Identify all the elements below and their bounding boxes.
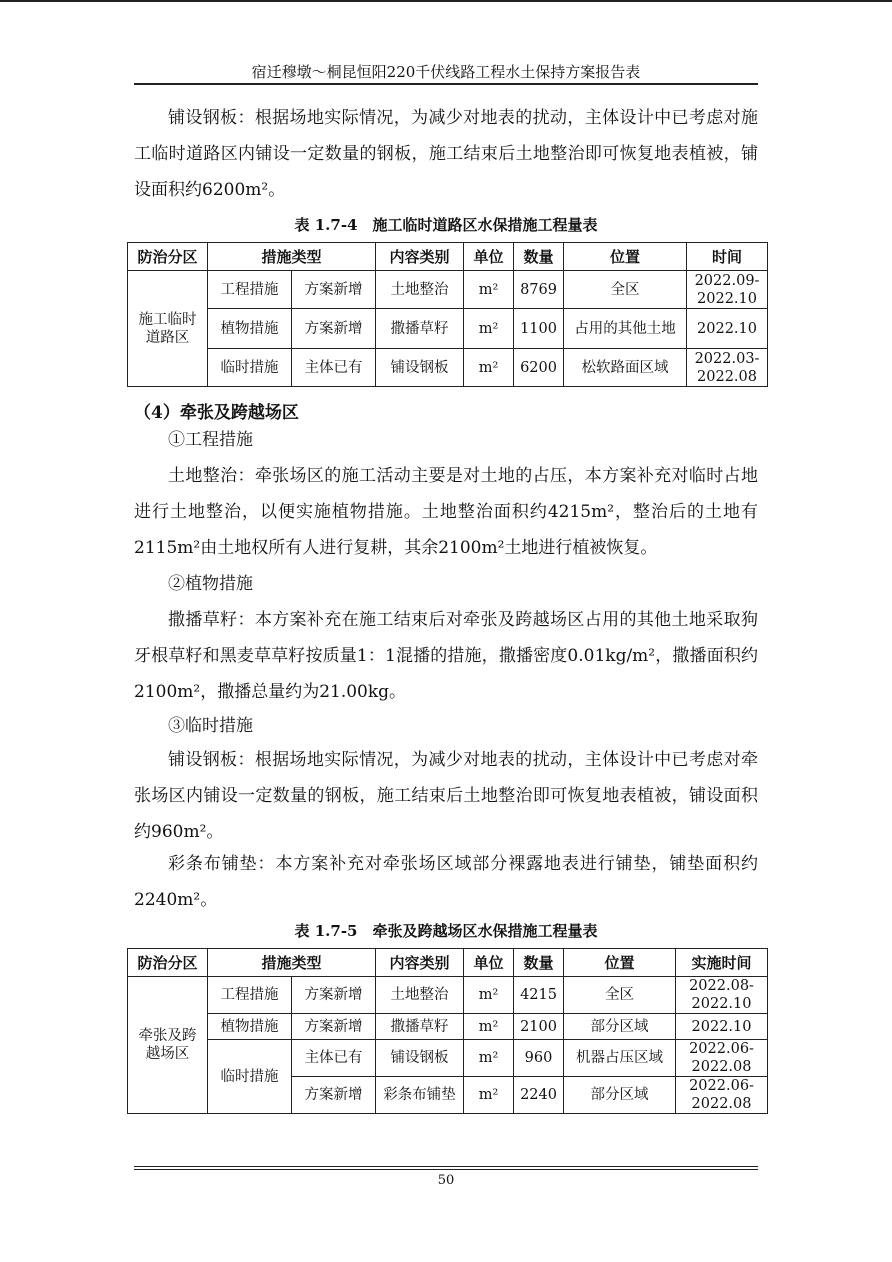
subheading-vegetation: ②植物措施	[168, 574, 253, 594]
table-cell: 部分区域	[564, 1014, 676, 1040]
table-cell: 方案新增	[292, 977, 376, 1014]
table1-header-cell: 内容类别	[376, 243, 464, 271]
table-row	[128, 309, 768, 349]
table1-header-cell: 措施类型	[208, 243, 376, 271]
table1	[127, 242, 768, 387]
table2-header-cell: 单位	[464, 949, 514, 977]
table-cell: 临时措施	[208, 1040, 292, 1114]
paragraph-steel-plate-road: 铺设钢板：根据场地实际情况，为减少对地表的扰动，主体设计中已考虑对施工临时道路区内铺设一定数量的钢板，施工结束后土地整治即可恢复地表植被，铺设面积约6200m²。	[134, 108, 758, 200]
table-cell: 方案新增	[292, 1014, 376, 1040]
top-border	[0, 0, 892, 2]
table-cell: m²	[464, 1077, 514, 1114]
table-cell: 植物措施	[208, 1014, 292, 1040]
table1-zone-cell: 施工临时道路区	[128, 271, 208, 387]
table2-header-cell: 防治分区	[128, 949, 208, 977]
table-cell: 1100	[514, 309, 564, 349]
table2-header-cell: 数量	[514, 949, 564, 977]
paragraph-grass-seeding: 撒播草籽：本方案补充在施工结束后对牵张及跨越场区占用的其他土地采取狗牙根草籽和黑麦草草籽按质量1：1混播的措施，撒播密度0.01kg/m²，撒播面积约2100m²，撒播总量约为21.00kg。	[134, 610, 758, 702]
table2-caption: 表 1.7-5 牵张及跨越场区水保措施工程量表	[294, 922, 598, 940]
table-cell: 2022.06-2022.08	[676, 1040, 768, 1077]
paragraph-land-rehab: 土地整治：牵张场区的施工活动主要是对土地的占压，本方案补充对临时占地进行土地整治，以便实施植物措施。土地整治面积约4215m²，整治后的土地有2115m²由土地权所有人进行复耕，其余2100m²土地进行植被恢复。	[134, 466, 758, 558]
table-cell: 机器占压区域	[564, 1040, 676, 1077]
table-cell: 植物措施	[208, 309, 292, 349]
table-cell: 部分区域	[564, 1077, 676, 1114]
table-cell: m²	[464, 1014, 514, 1040]
footer-rule	[134, 1166, 758, 1167]
table-cell: 2022.03-2022.08	[687, 349, 768, 387]
table1-header-cell: 时间	[687, 243, 768, 271]
table2-header-cell: 内容类别	[376, 949, 464, 977]
table2-header-row	[128, 949, 768, 977]
table-row	[128, 1014, 768, 1040]
running-header: 宿迁穆墩～桐昆恒阳220千伏线路工程水土保持方案报告表	[251, 63, 641, 81]
table-cell: 临时措施	[208, 349, 292, 387]
footer-rule	[134, 1169, 758, 1170]
table-cell: 铺设钢板	[376, 349, 464, 387]
table-cell: 2022.06-2022.08	[676, 1077, 768, 1114]
table-cell: 2022.08-2022.10	[676, 977, 768, 1014]
table-cell: 方案新增	[292, 309, 376, 349]
table-cell: 方案新增	[292, 1077, 376, 1114]
table1-header-cell: 防治分区	[128, 243, 208, 271]
table1-header-cell: 单位	[464, 243, 514, 271]
table-cell: 方案新增	[292, 271, 376, 309]
table-cell: 2100	[514, 1014, 564, 1040]
table-cell: 工程措施	[208, 977, 292, 1014]
table-cell: 2240	[514, 1077, 564, 1114]
paragraph-tarp: 彩条布铺垫：本方案补充对牵张场区域部分裸露地表进行铺垫，铺垫面积约2240m²。	[134, 854, 758, 910]
table-cell: 全区	[564, 977, 676, 1014]
table-cell: m²	[464, 271, 514, 309]
table2	[127, 948, 768, 1114]
table-cell: 彩条布铺垫	[376, 1077, 464, 1114]
table-cell: m²	[464, 349, 514, 387]
table-cell: 2022.09-2022.10	[687, 271, 768, 309]
table-cell: 4215	[514, 977, 564, 1014]
table-row	[128, 977, 768, 1014]
table-cell: 土地整治	[376, 977, 464, 1014]
table-cell: 主体已有	[292, 349, 376, 387]
table-cell: 主体已有	[292, 1040, 376, 1077]
table-cell: m²	[464, 309, 514, 349]
table-cell: 占用的其他土地	[564, 309, 687, 349]
table-cell: 土地整治	[376, 271, 464, 309]
page-number: 50	[437, 1173, 455, 1188]
table-cell: 2022.10	[687, 309, 768, 349]
table-cell: 全区	[564, 271, 687, 309]
table2-header-cell: 实施时间	[676, 949, 768, 977]
table-cell: 铺设钢板	[376, 1040, 464, 1077]
subheading-temporary: ③临时措施	[168, 716, 253, 736]
table1-header-cell: 数量	[514, 243, 564, 271]
table-cell: 8769	[514, 271, 564, 309]
table-cell: 960	[514, 1040, 564, 1077]
table2-header-cell: 位置	[564, 949, 676, 977]
table-cell: 撒播草籽	[376, 1014, 464, 1040]
subheading-engineering: ①工程措施	[168, 430, 253, 450]
table2-header-cell: 措施类型	[208, 949, 376, 977]
table-cell: 6200	[514, 349, 564, 387]
table2-zone-cell: 牵张及跨越场区	[128, 977, 208, 1114]
table1-header-cell: 位置	[564, 243, 687, 271]
table1-header-row	[128, 243, 768, 271]
table-cell: m²	[464, 1040, 514, 1077]
table-row	[128, 1040, 768, 1077]
table1-caption: 表 1.7-4 施工临时道路区水保措施工程量表	[294, 216, 598, 234]
table-cell: 撒播草籽	[376, 309, 464, 349]
header-rule	[134, 83, 758, 85]
table-cell: 2022.10	[676, 1014, 768, 1040]
table-cell: 松软路面区域	[564, 349, 687, 387]
table-row	[128, 271, 768, 309]
table-cell: 工程措施	[208, 271, 292, 309]
section-heading: （4）牵张及跨越场区	[134, 403, 299, 423]
paragraph-steel-plate-pulling: 铺设钢板：根据场地实际情况，为减少对地表的扰动，主体设计中已考虑对牵张场区内铺设一定数量的钢板，施工结束后土地整治即可恢复地表植被，铺设面积约960m²。	[134, 750, 758, 842]
table-row	[128, 349, 768, 387]
table-cell: m²	[464, 977, 514, 1014]
